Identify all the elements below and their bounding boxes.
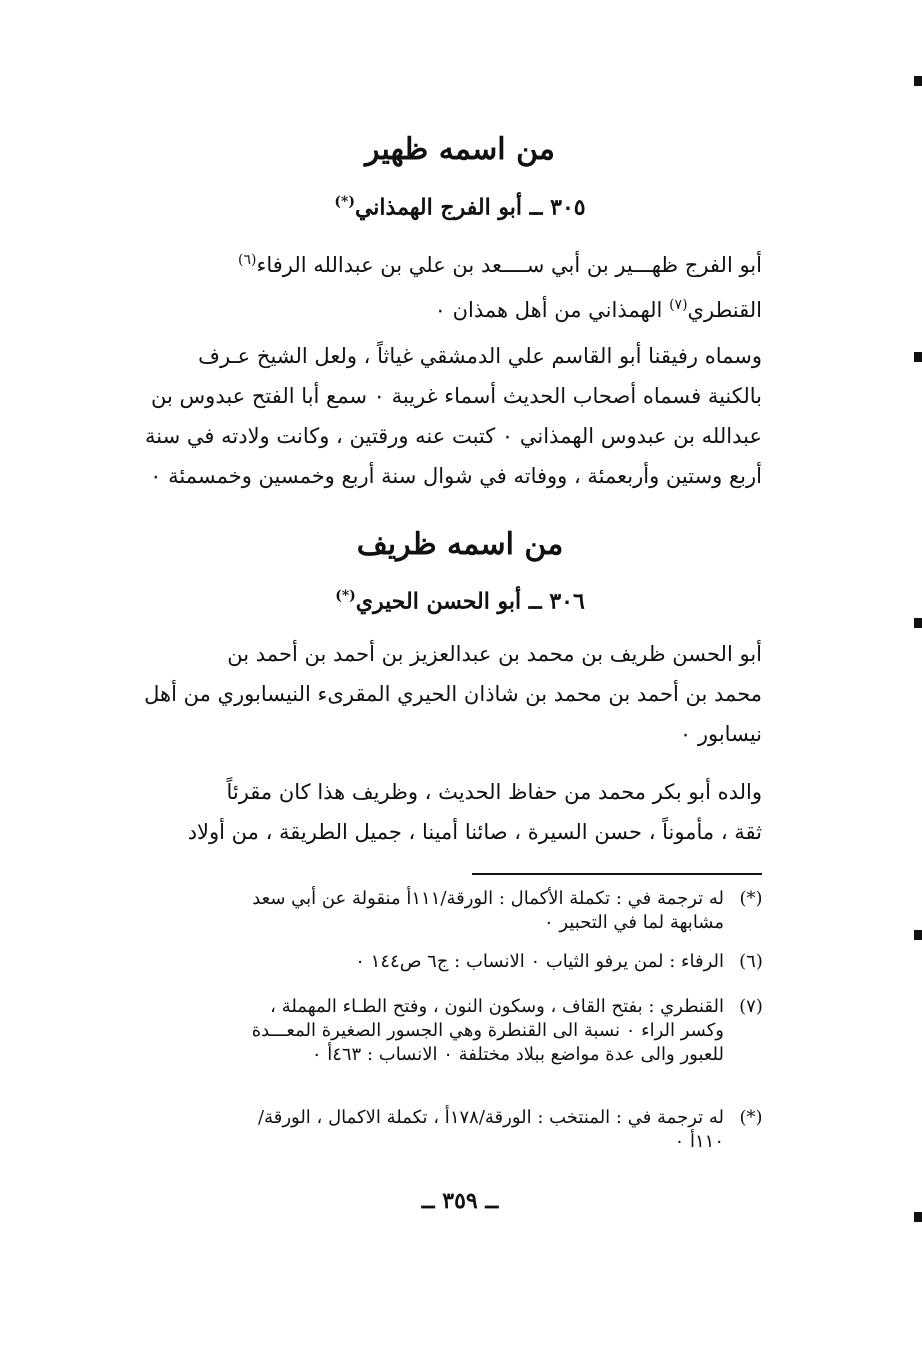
footnote-line: مشابهة لما في التحبير ٠ [543, 912, 724, 933]
footnote-mark: (*) [739, 1107, 763, 1128]
footnote-mark: (٦) [739, 951, 763, 972]
footnote-marker: (٧) [669, 297, 688, 313]
entry-heading-305 [120, 194, 800, 220]
entry-heading-306 [120, 588, 800, 614]
paragraph-306-intro [122, 634, 762, 754]
footnote-line: وكسر الراء ٠ نسبة الى القنطرة وهي الجسور الصغيرة المعـــدة [251, 1020, 724, 1041]
text-line [122, 240, 762, 285]
scan-edge-mark [914, 1212, 922, 1222]
text-line: عبدالله بن عبدوس الهمذاني ٠ كتبت عنه ورقتين ، وكانت ولادته في سنة [145, 424, 762, 448]
text-line: وسماه رفيقنا أبو القاسم علي الدمشقي غياثاً ، ولعل الشيخ عـرف [198, 344, 762, 368]
text-run: الهمذاني من أهل همذان ٠ [434, 298, 670, 322]
section-title-zarif: من اسمه ظريف [356, 527, 564, 562]
footnote-line: القنطري : بفتح القاف ، وسكون النون ، وفتح الطـاء المهملة ، [270, 996, 724, 1017]
footnote-marker: (*) [335, 588, 356, 604]
text-line [122, 285, 762, 330]
footnote-line: الرفاء : لمن يرفو الثياب ٠ الانساب : ج٦ ص١٤٤ ٠ [355, 951, 724, 972]
scan-edge-mark [914, 930, 922, 940]
text-line: بالكنية فسماه أصحاب الحديث أسماء غريبة ٠ سمع أبا الفتح عبدوس بن [151, 384, 762, 408]
text-line: نيسابور ٠ [679, 722, 762, 746]
footnote-mark: (*) [739, 888, 763, 909]
footnote-text [128, 887, 724, 935]
footnote-star-2 [128, 1106, 768, 1154]
footnote-line: للعبور والى عدة مواضع ببلاد مختلفة ٠ الانساب : ٤٦٣أ ٠ [311, 1044, 724, 1065]
text-line: محمد بن أحمد بن محمد بن شاذان الحيري المقرىء النيسابوري من أهل [144, 682, 762, 706]
paragraph-306-body [122, 772, 762, 852]
paragraph-305-intro [122, 240, 762, 330]
footnote-7 [128, 995, 768, 1067]
footnote-line: له ترجمة في : المنتخب : الورقة/١٧٨أ ، تكملة الاكمال ، الورقة/ [258, 1107, 724, 1128]
scan-edge-mark [914, 352, 922, 362]
footnote-text [128, 995, 724, 1067]
footnote-separator [472, 873, 762, 875]
entry-title: ٣٠٥ ــ أبو الفرج الهمذاني [354, 194, 586, 221]
text-line: ثقة ، مأموناً ، حسن السيرة ، صائنا أمينا ، جميل الطريقة ، من أولاد [187, 820, 762, 844]
footnote-line: له ترجمة في : تكملة الأكمال : الورقة/١١١أ منقولة عن أبي سعد [252, 888, 724, 909]
footnote-6 [128, 950, 768, 974]
text-line: والده أبو بكر محمد من حفاظ الحديث ، وظريف هذا كان مقرئاً [226, 780, 762, 804]
footnote-star-1 [128, 887, 768, 935]
footnote-marker: (٦) [237, 252, 257, 268]
text-run: أبو الفرج ظهـــير بن أبي ســــعد بن علي بن عبدالله الرفاء [256, 253, 762, 277]
section-title-zuhayr: من اسمه ظهير [364, 132, 555, 167]
text-line: أبو الحسن ظريف بن محمد بن عبدالعزيز بن أحمد بن أحمد بن [227, 642, 762, 666]
scan-edge-mark [914, 618, 922, 628]
paragraph-305-body [122, 336, 762, 496]
page-number: ــ ٣٥٩ ــ [421, 1188, 499, 1214]
text-line: أربع وستين وأربعمئة ، ووفاته في شوال سنة أربع وخمسين وخمسمئة ٠ [150, 464, 762, 488]
footnote-text [128, 950, 724, 974]
footnote-mark: (٧) [739, 996, 763, 1017]
text-run: القنطري [687, 298, 762, 322]
scan-edge-mark [914, 76, 922, 86]
footnote-line: ١١٠أ ٠ [674, 1131, 724, 1152]
entry-title: ٣٠٦ ــ أبو الحسن الحيري [355, 588, 585, 615]
footnote-marker: (*) [334, 194, 355, 210]
footnote-text [128, 1106, 724, 1154]
